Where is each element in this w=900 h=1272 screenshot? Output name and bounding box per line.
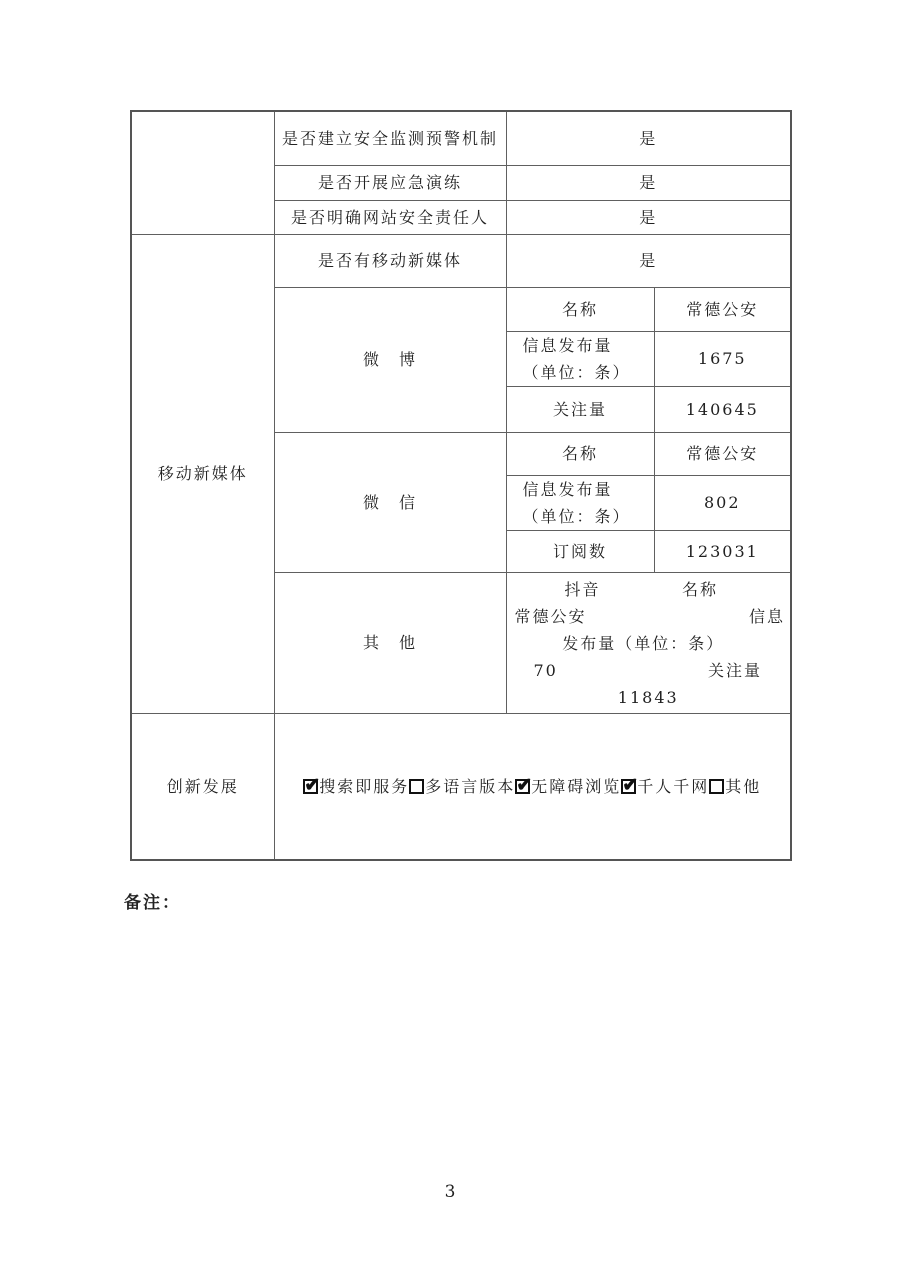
innovation-options-cell (274, 713, 791, 860)
other-media-line (507, 657, 791, 684)
weibo-label: 微 博 (274, 287, 506, 432)
security-question-2: 是否开展应急演练 (274, 165, 506, 200)
field-unit: （单位：条） (522, 506, 631, 526)
other-media-line (507, 603, 791, 630)
option-multilingual (409, 773, 515, 800)
field-unit: （单位：条） (522, 362, 631, 382)
wechat-subscribers-value: 123031 (654, 530, 791, 572)
option-other (709, 773, 761, 800)
douyin-followers-label: 关注量 (708, 660, 763, 680)
other-media-label: 其 他 (274, 572, 506, 713)
security-answer-1: 是 (506, 111, 791, 165)
security-question-3: 是否明确网站安全责任人 (274, 200, 506, 234)
weibo-followers-value: 140645 (654, 386, 791, 432)
wechat-label: 微 信 (274, 432, 506, 572)
other-media-line (507, 576, 791, 603)
checkbox-search-as-service[interactable] (303, 779, 318, 794)
table-row (131, 713, 791, 860)
option-label: 千人千网 (637, 776, 710, 796)
wechat-name-label (506, 432, 654, 475)
douyin-posts-label-part2: 发布量（单位：条） (562, 633, 725, 653)
other-media-line (507, 630, 791, 657)
douyin-name-label: 名称 (682, 579, 719, 599)
weibo-posts-value: 1675 (654, 331, 791, 386)
option-accessibility (515, 773, 621, 800)
douyin-platform: 抖音 (564, 579, 601, 599)
other-media-content (506, 572, 791, 713)
other-media-line (507, 684, 791, 711)
option-label: 无障碍浏览 (531, 776, 622, 796)
wechat-name-value: 常德公安 (654, 432, 791, 475)
weibo-name-label (506, 287, 654, 331)
field-name: 信息发布量 (522, 479, 613, 499)
wechat-posts-label (506, 475, 654, 530)
has-mobile-media-question: 是否有移动新媒体 (274, 234, 506, 287)
checkbox-accessibility[interactable] (515, 779, 530, 794)
security-answer-3: 是 (506, 200, 791, 234)
has-mobile-media-answer: 是 (506, 234, 791, 287)
weibo-posts-label (506, 331, 654, 386)
category-mobile-media: 移动新媒体 (131, 234, 274, 713)
weibo-followers-label (506, 386, 654, 432)
option-label: 其他 (725, 776, 762, 796)
wechat-posts-value: 802 (654, 475, 791, 530)
douyin-posts-label-part1: 信息 (749, 606, 786, 626)
category-innovation: 创新发展 (131, 713, 274, 860)
page-number: 3 (444, 1182, 456, 1202)
wechat-subscribers-label (506, 530, 654, 572)
douyin-name-value: 常德公安 (514, 606, 587, 626)
table-row (131, 111, 791, 165)
field-name: 关注量 (552, 399, 607, 419)
field-name: 信息发布量 (522, 335, 613, 355)
security-question-1: 是否建立安全监测预警机制 (274, 111, 506, 165)
table-row (131, 234, 791, 287)
option-label: 搜索即服务 (319, 776, 410, 796)
security-answer-2: 是 (506, 165, 791, 200)
option-personalized-web (621, 773, 709, 800)
checkbox-personalized-web[interactable] (621, 779, 636, 794)
field-name: 名称 (561, 299, 598, 319)
checkbox-multilingual[interactable] (409, 779, 424, 794)
notes-label: 备注： (124, 893, 181, 913)
empty-category-cell (131, 111, 274, 234)
checkbox-other[interactable] (709, 779, 724, 794)
field-name: 订阅数 (552, 541, 607, 561)
option-label: 多语言版本 (425, 776, 516, 796)
innovation-options-row (275, 773, 791, 800)
douyin-followers-value: 11843 (617, 687, 679, 707)
douyin-posts-value: 70 (533, 660, 558, 680)
option-search-as-service (303, 773, 409, 800)
field-name: 名称 (561, 444, 598, 463)
weibo-name-value: 常德公安 (654, 287, 791, 331)
annual-report-table (130, 110, 792, 861)
